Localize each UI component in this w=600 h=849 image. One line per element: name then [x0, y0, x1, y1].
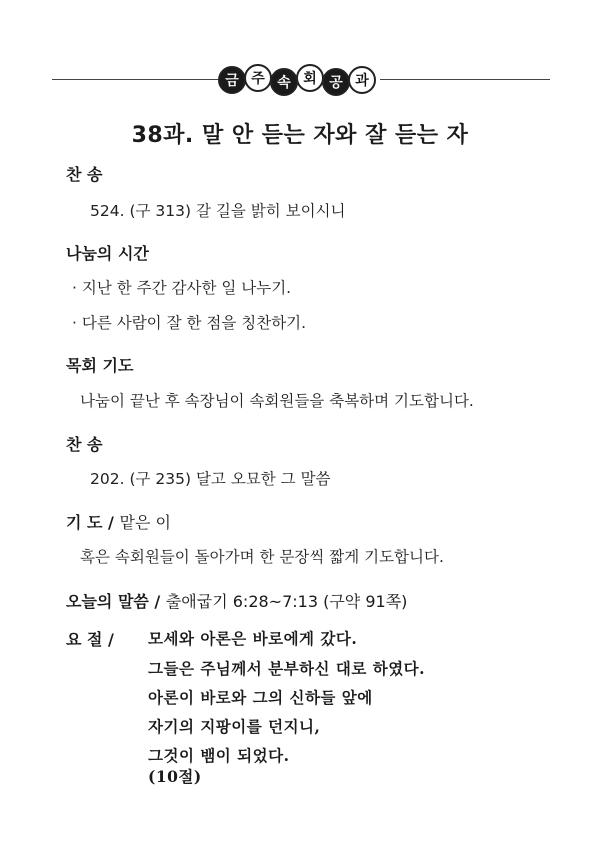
sharing-item: · 지난 한 주간 감사한 일 나누기.	[72, 279, 292, 297]
key-verse-line: 그것이 뱀이 되었다.	[148, 746, 290, 765]
series-badge	[218, 60, 388, 100]
lesson-title: 38과. 말 안 듣는 자와 잘 듣는 자	[131, 123, 469, 148]
key-verse-ref: (10절)	[148, 767, 202, 786]
header-rule-left	[52, 79, 222, 80]
prayer-text: 혹은 속회원들이 돌아가며 한 문장씩 짧게 기도합니다.	[80, 548, 444, 566]
sharing-heading: 나눔의 시간	[66, 244, 149, 263]
badge-char: 공	[322, 68, 350, 96]
badge-char: 금	[218, 66, 246, 94]
badge-char: 주	[244, 64, 272, 92]
hymn1-text: 524. (구 313) 갈 길을 밝히 보이시니	[90, 202, 346, 220]
prayer-heading: 기 도 / 맡은 이	[66, 513, 171, 532]
pastoral-prayer-text: 나눔이 끝난 후 속장님이 속회원들을 축복하며 기도합니다.	[80, 392, 474, 410]
badge-char: 과	[348, 66, 376, 94]
key-verse-line: 아론이 바로와 그의 신하들 앞에	[148, 688, 373, 707]
badge-char: 회	[296, 64, 324, 92]
sharing-item: · 다른 사람이 잘 한 점을 칭찬하기.	[72, 314, 307, 332]
hymn2-heading: 찬 송	[66, 435, 103, 454]
badge-char: 속	[270, 68, 298, 96]
hymn2-text: 202. (구 235) 달고 오묘한 그 말씀	[90, 470, 331, 488]
hymn1-heading: 찬 송	[66, 165, 103, 184]
key-verse-heading: 요 절 /	[66, 630, 114, 649]
header-rule-right	[380, 79, 550, 80]
todays-word-heading: 오늘의 말씀 / 출애굽기 6:28~7:13 (구약 91쪽)	[66, 592, 408, 611]
pastoral-prayer-heading: 목회 기도	[66, 356, 134, 375]
key-verse-line: 자기의 지팡이를 던지니,	[148, 717, 321, 736]
key-verse-line: 모세와 아론은 바로에게 갔다.	[148, 629, 358, 648]
key-verse-line: 그들은 주님께서 분부하신 대로 하였다.	[148, 659, 426, 678]
